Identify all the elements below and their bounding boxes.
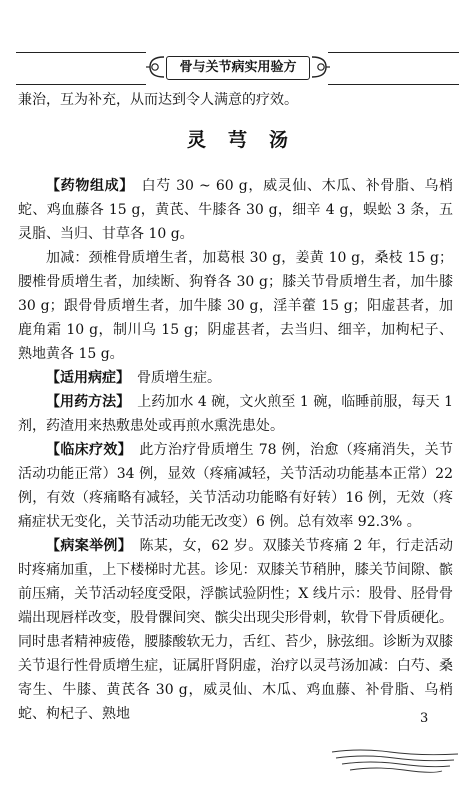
prescription-body [18, 174, 453, 726]
usage-text: 上药加水 4 碗，文火煎至 1 碗，临睡前服，每天 1 剂，药渣用来热敷患处或再煎水熏洗患处。 [18, 394, 454, 434]
case-text: 陈某，女，62 岁。双膝关节疼痛 2 年，行走活动时疼痛加重，上下楼梯时尤甚。诊见：双膝关节稍肿，膝关节间隙、髌前压痛，关节活动轻度受限，浮髌试验阴性；X 线片示：股骨、胫骨骨端出现唇样改变，股骨髁间突、髌尖出现尖形骨刺，软骨下骨质硬化。同时患者精神疲倦，腰膝酸软无力，舌红、苔少，脉弦细。诊断为双膝关节退行性骨质增生症，证属肝肾阴虚，治疗以灵芎汤加减：白芍、桑寄生、牛膝、黄芪各 30 g，威灵仙、木瓜、鸡血藤、补骨脂、乌梢蛇、枸杞子、熟地 [18, 538, 454, 722]
prescription-heading: 灵芎汤 [186, 129, 310, 151]
header-title: 骨与关节病实用验方 [166, 56, 310, 80]
indication-text: 骨质增生症。 [137, 370, 221, 386]
efficacy-label: 【临床疗效】 [46, 442, 125, 458]
running-header [16, 50, 459, 90]
page-number: 3 [420, 711, 429, 726]
left-ornament-icon [144, 53, 166, 81]
efficacy-text: 此方治疗骨质增生 78 例，治愈（疼痛消失，关节活动功能正常）34 例，显效（疼痛减轻，关节活动功能基本正常）22 例，有效（疼痛略有减轻，关节活动功能略有好转）16 例，无效（疼痛症状无变化，关节活动功能无改变）6 例。总有效率 92.3% 。 [18, 442, 454, 530]
usage-label: 【用药方法】 [46, 394, 124, 410]
modification-paragraph: 加减：颈椎骨质增生者，加葛根 30 g，姜黄 10 g，桑枝 15 g；腰椎骨质增生者，加续断、狗脊各 30 g；膝关节骨质增生者，加牛膝 30 g；跟骨骨质增生者，加牛膝 30 g，淫羊藿 15 g；阳虚甚者，加鹿角霜 10 g，制川乌 15 g；阴虚甚者，去当归、细辛，加枸杞子、熟地黄各 15 g。 [18, 250, 453, 362]
composition-text: 白芍 30 ~ 60 g，威灵仙、木瓜、补骨脂、乌梢蛇、鸡血藤各 15 g，黄芪、牛膝各 30 g，细辛 4 g，蜈蚣 3 条，五灵脂、当归、甘草各 10 g。 [18, 178, 454, 242]
continuation-paragraph: 兼治，互为补充，从而达到令人满意的疗效。 [18, 92, 298, 108]
usage-paragraph [18, 390, 453, 438]
efficacy-paragraph [18, 438, 453, 534]
case-label: 【病案举例】 [46, 538, 126, 554]
right-ornament-icon [310, 53, 332, 81]
composition-label: 【药物组成】 [46, 178, 127, 194]
indication-paragraph [18, 366, 453, 390]
indication-label: 【适用病症】 [46, 370, 123, 386]
composition-paragraph [18, 174, 453, 246]
case-paragraph [18, 534, 453, 726]
footer-wave-ornament-icon [330, 746, 460, 776]
